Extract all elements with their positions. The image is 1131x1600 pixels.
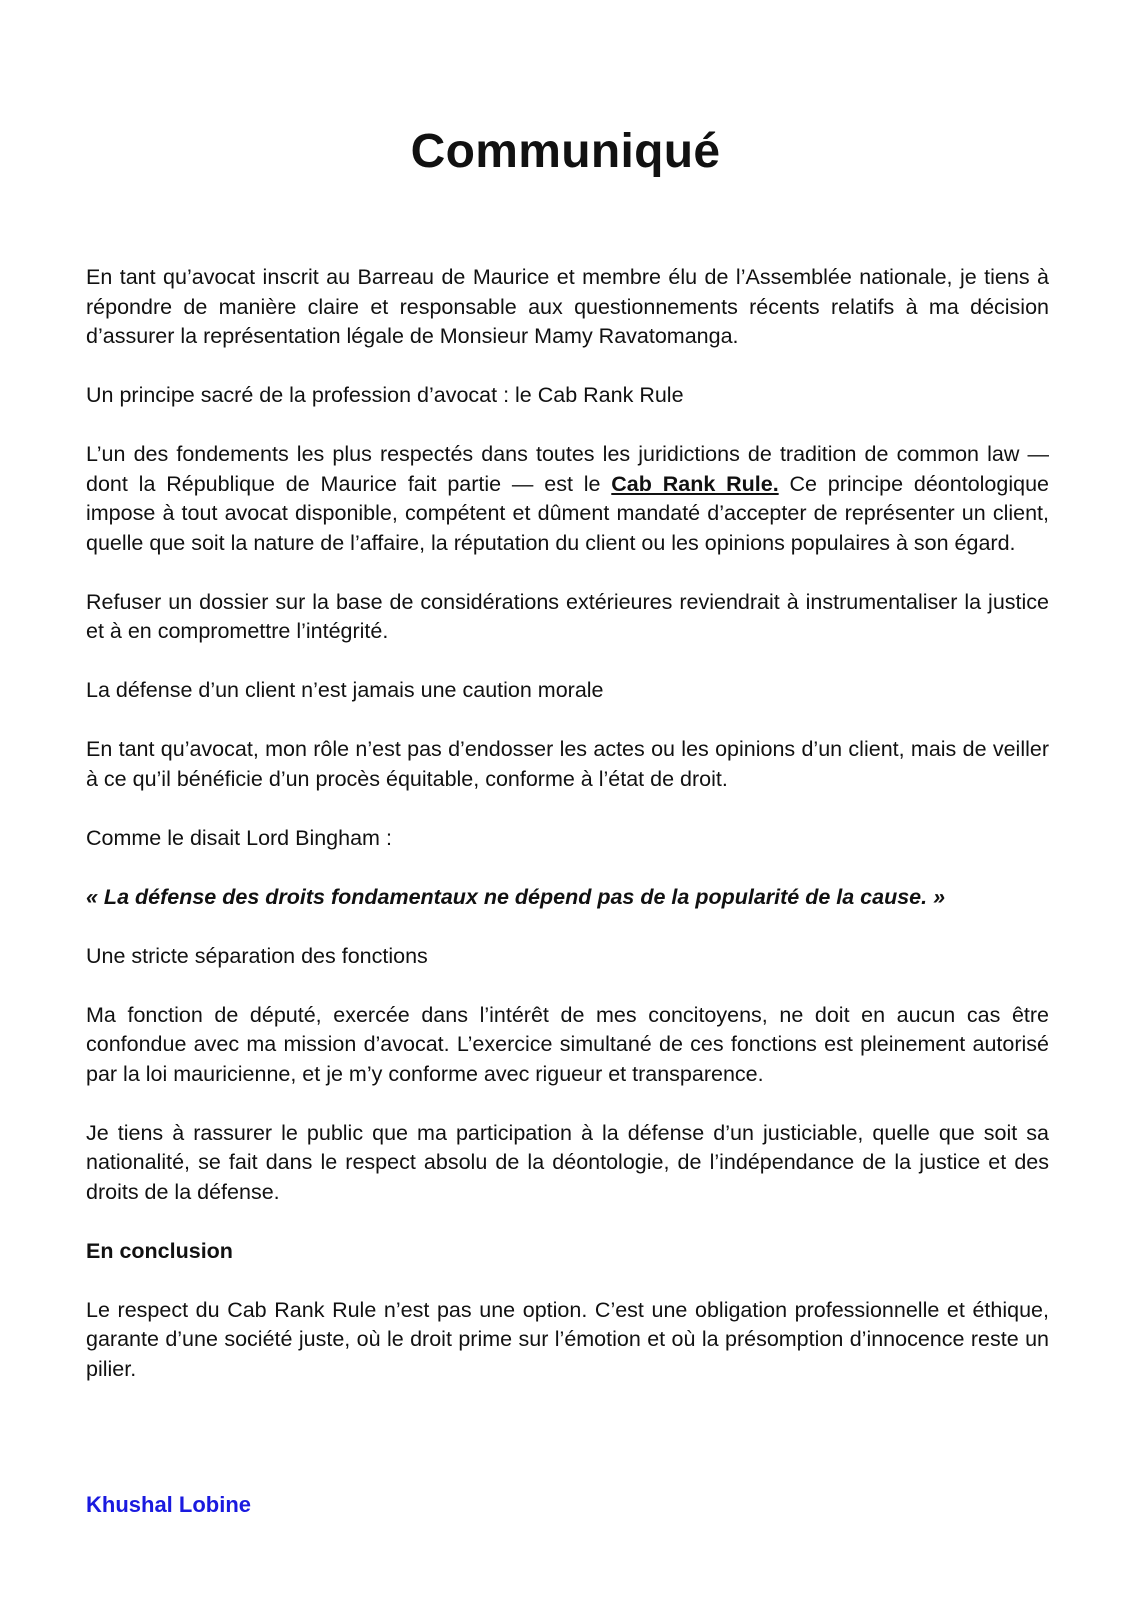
paragraph-cab-rank-rule bbox=[86, 440, 1049, 558]
paragraph-role: En tant qu’avocat, mon rôle n’est pas d’endosser les actes ou les opinions d’un client, mais de veiller à ce qu’il bénéficie d’un procès équitable, conforme à l’état de droit. bbox=[86, 737, 1049, 791]
bingham-quote: « La défense des droits fondamentaux ne dépend pas de la popularité de la cause. » bbox=[86, 884, 946, 909]
page-title: Communiqué bbox=[410, 125, 721, 178]
paragraph-cab-rank-rule-end: Ce principe déontologique impose à tout avocat disponible, compétent et dûment mandaté d’accepter de représenter un client, quelle que soit la nature de l’affaire, la réputation du client ou les opinions populaires à son égard. bbox=[86, 471, 1049, 555]
document-body bbox=[86, 263, 1049, 1414]
section-heading-conclusion: En conclusion bbox=[86, 1238, 233, 1263]
paragraph-deputy: Ma fonction de député, exercée dans l’intérêt de mes concitoyens, ne doit en aucun cas être confondue avec ma mission d’avocat. L’exercice simultané de ces fonctions est pleinement autorisé par la loi mauricienne, et je m’y conforme avec rigueur et transparence. bbox=[86, 1002, 1049, 1086]
section-heading-cab-rank-rule: Un principe sacré de la profession d’avocat : le Cab Rank Rule bbox=[86, 383, 684, 407]
paragraph-cab-rank-rule-start: L’un des fondements les plus respectés dans toutes les juridictions de tradition de common law — dont la République de Maurice fait partie — est le bbox=[86, 442, 1049, 496]
paragraph-refusal: Refuser un dossier sur la base de considérations extérieures reviendrait à instrumentaliser la justice et à en compromettre l’intégrité. bbox=[86, 589, 1049, 643]
paragraph-conclusion: Le respect du Cab Rank Rule n’est pas une option. C’est une obligation professionnelle et éthique, garante d’une société juste, où le droit prime sur l’émotion et où la présomption d’innocence reste un pilier. bbox=[86, 1297, 1049, 1381]
section-heading-defense: La défense d’un client n’est jamais une caution morale bbox=[86, 678, 604, 702]
paragraph-reassurance: Je tiens à rassurer le public que ma participation à la défense d’un justiciable, quelle que soit sa nationalité, se fait dans le respect absolu de la déontologie, de l’indépendance de la justice et des droits de la défense. bbox=[86, 1120, 1049, 1204]
section-heading-separation: Une stricte séparation des fonctions bbox=[86, 943, 428, 968]
cab-rank-rule-emphasis: Cab Rank Rule. bbox=[611, 471, 779, 496]
paragraph-bingham-intro: Comme le disait Lord Bingham : bbox=[86, 825, 392, 850]
signature: Khushal Lobine bbox=[86, 1492, 251, 1517]
paragraph-intro: En tant qu’avocat inscrit au Barreau de Maurice et membre élu de l’Assemblée nationale, je tiens à répondre de manière claire et responsable aux questionnements récents relatifs à ma décision d’assurer la représentation légale de Monsieur Mamy Ravatomanga. bbox=[86, 265, 1049, 348]
